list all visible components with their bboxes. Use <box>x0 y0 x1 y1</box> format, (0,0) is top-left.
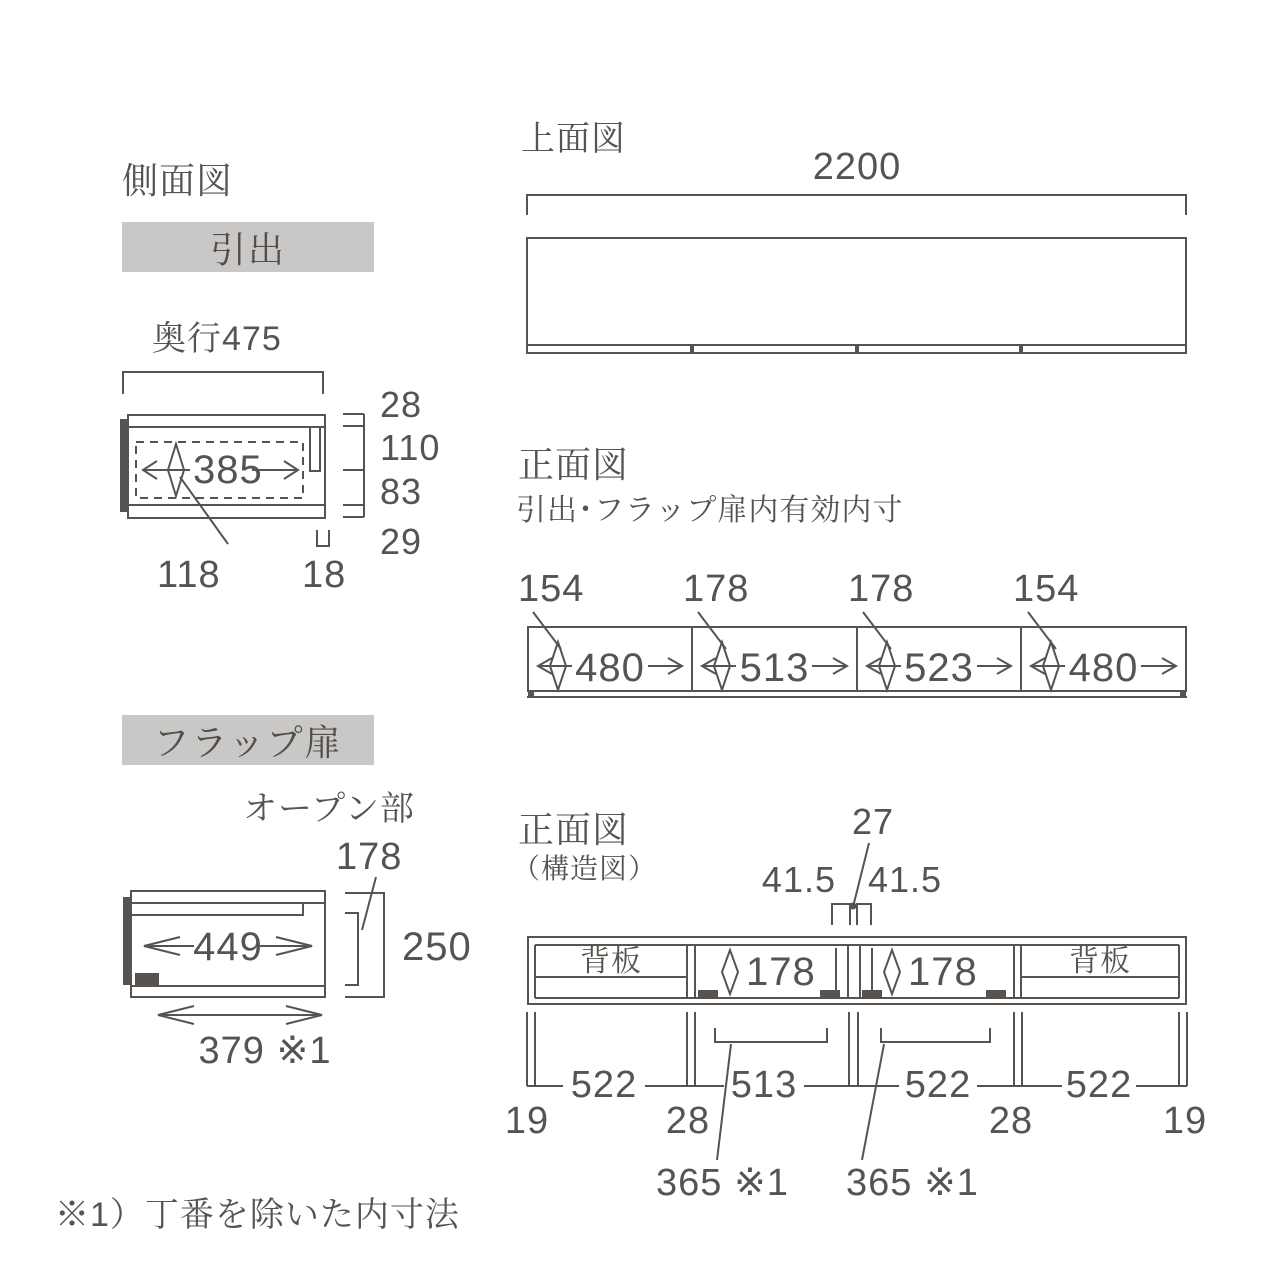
compartment-width-4: 480 <box>1068 646 1139 690</box>
footnote: ※1）丁番を除いた内寸法 <box>55 1196 460 1234</box>
compartment-width-3: 523 <box>904 646 974 690</box>
compartment-width-2: 513 <box>739 646 810 690</box>
side-dim-118: 118 <box>157 554 221 596</box>
flap-door-tag-label: フラップ扉 <box>153 721 343 763</box>
drawer-tag-label: 引出 <box>209 228 286 270</box>
side-view-title: 側面図 <box>122 160 234 201</box>
front-view-title: 正面図 <box>518 444 630 485</box>
side-dim-83: 83 <box>380 471 423 512</box>
structure-open-height-2: 178 <box>908 950 978 994</box>
open-section-label: オープン部 <box>243 790 415 828</box>
hinge-width-dim-2: 365 ※1 <box>846 1162 979 1204</box>
bottom-dim-28-left: 28 <box>665 1100 711 1142</box>
compartment-height-2: 178 <box>683 568 750 610</box>
bottom-dim-28-right: 28 <box>988 1100 1034 1142</box>
bottom-dim-522-2: 522 <box>904 1064 972 1106</box>
flap-front-height: 250 <box>402 925 472 969</box>
notch-left-wall <box>832 904 850 925</box>
notch-width-dim: 27 <box>852 801 895 842</box>
compartment-width-1: 480 <box>575 646 645 690</box>
side-dim-28: 28 <box>380 384 423 425</box>
side-dim-18: 18 <box>302 554 347 596</box>
compartment-height-4: 154 <box>1013 568 1080 610</box>
side-dim-110: 110 <box>380 427 441 468</box>
drawer-inner-depth: 385 <box>193 448 263 492</box>
bottom-dim-19-right: 19 <box>1162 1100 1208 1142</box>
flap-door-tag <box>122 715 374 765</box>
bottom-dim-19-left: 19 <box>504 1100 550 1142</box>
depth-dim-label: 奥行475 <box>152 320 282 358</box>
total-width-dim: 2200 <box>812 146 902 188</box>
structure-view-title: 正面図 <box>518 809 630 850</box>
side-dim-29: 29 <box>380 521 423 562</box>
bottom-dim-522-1: 522 <box>570 1064 638 1106</box>
foot-glyph <box>317 530 329 546</box>
notch-right-dim: 41.5 <box>868 859 943 900</box>
notch-left-dim: 41.5 <box>761 859 836 900</box>
structure-open-height-1: 178 <box>746 950 816 994</box>
front-view-subtitle: 引出･フラップ扉内有効内寸 <box>516 494 904 527</box>
bottom-dim-513: 513 <box>730 1064 798 1106</box>
top-view-title: 上面図 <box>521 120 626 158</box>
back-panel-label-left: 背板 <box>580 945 642 978</box>
back-panel-label-right: 背板 <box>1069 945 1131 978</box>
structure-view-subtitle: （構造図） <box>512 853 658 884</box>
leader-27 <box>854 843 869 903</box>
drawer-tag <box>122 222 374 272</box>
bottom-dim-522-3: 522 <box>1065 1064 1133 1106</box>
structure-view-drawing <box>527 843 1187 1160</box>
top-view-drawing <box>527 195 1186 353</box>
open-section-height: 178 <box>336 836 403 878</box>
leader-open-178 <box>362 877 376 930</box>
flap-inner-width: 449 <box>193 925 263 969</box>
flap-door-width: 379 ※1 <box>198 1030 332 1072</box>
compartment-height-3: 178 <box>848 568 915 610</box>
compartment-height-1: 154 <box>518 568 585 610</box>
leader-365-right <box>862 1044 884 1160</box>
hinge-width-dim-1: 365 ※1 <box>656 1162 789 1204</box>
notch-right-wall <box>857 904 871 925</box>
